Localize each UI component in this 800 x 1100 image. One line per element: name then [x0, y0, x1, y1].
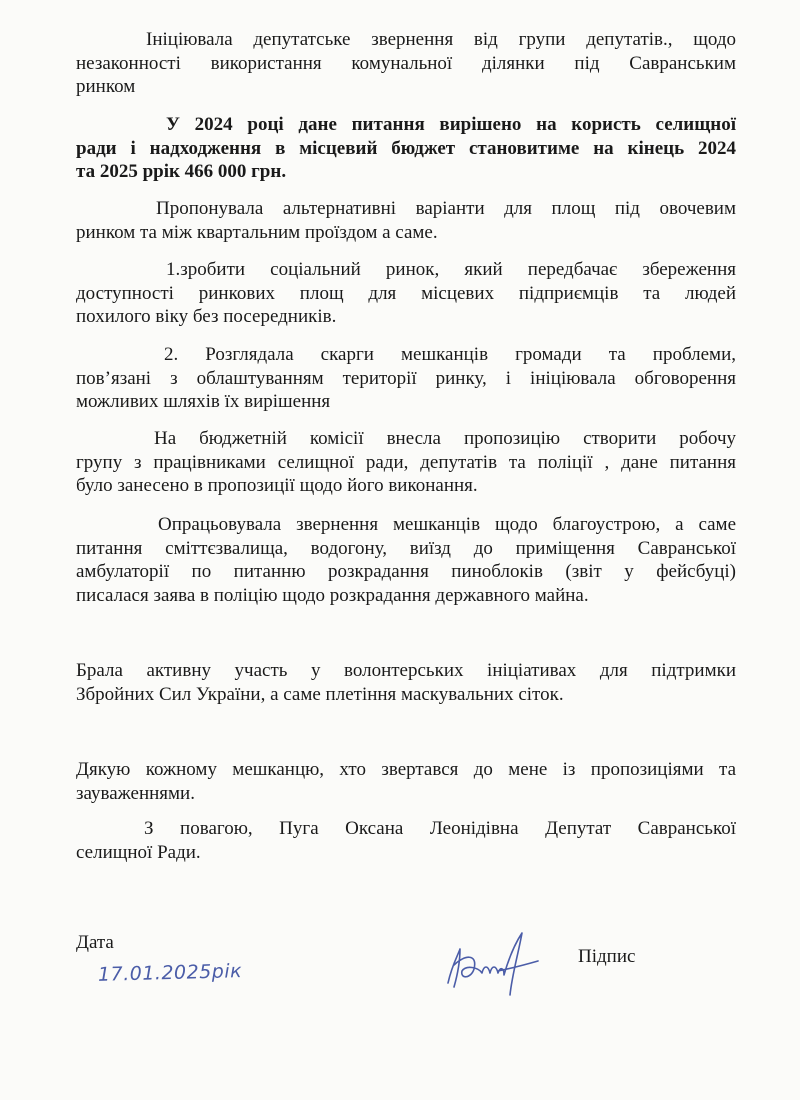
- paragraph-volunteering: [76, 659, 736, 706]
- text-line: ринком: [76, 76, 136, 97]
- signature-icon: [438, 925, 548, 1005]
- paragraph-result: [76, 113, 736, 184]
- text-line: Пропонувала альтернативні варіанти для площ під овочевим: [156, 198, 736, 219]
- text-line: 1.зробити соціальний ринок, який передбачає збереження: [166, 259, 736, 280]
- text-line: 2. Розглядала скарги мешканців громади та проблеми,: [164, 344, 736, 365]
- text-line: незаконності використання комунальної ділянки під Савранським: [76, 52, 736, 74]
- text-line: пов’язані з облаштуванням території ринку, і ініціювала обговорення: [76, 367, 736, 389]
- text-line: Опрацьовувала звернення мешканців щодо благоустрою, а саме: [158, 514, 736, 535]
- text-line: писалася заява в поліцію щодо розкрадання державного майна.: [76, 584, 589, 606]
- paragraph-budget-commission: [76, 427, 736, 498]
- text-line: З повагою, Пуга Оксана Леонідівна Депутат Савранської: [144, 818, 736, 839]
- text-line: та 2025 ррік 466 000 грн.: [76, 161, 287, 182]
- paragraph-complaints: [76, 343, 736, 414]
- text-line: ради і надходження в місцевий бюджет становитиме на кінець 2024: [76, 137, 736, 159]
- text-line: ринком та між квартальним проїздом а саме.: [76, 221, 438, 243]
- date-label: Дата: [76, 932, 114, 953]
- text-line: зауваженнями.: [76, 782, 195, 804]
- paragraph-social-market: [76, 258, 736, 329]
- text-line: питання сміттєзвалища, водогону, виїзд до приміщення Савранської: [76, 537, 736, 559]
- paragraph-initiative: [76, 28, 736, 99]
- paragraph-thanks: [76, 758, 736, 805]
- paragraph-appeals: [76, 513, 736, 607]
- text-line: На бюджетній комісії внесла пропозицію створити робочу: [154, 428, 736, 449]
- paragraph-closing: [76, 817, 736, 864]
- paragraph-alternatives: [76, 197, 736, 244]
- text-line: групу з працівниками селищної ради, депутатів та поліції , дане питання: [76, 451, 736, 473]
- text-line: Дякую кожному мешканцю, хто звертався до мене із пропозиціями та: [76, 759, 736, 780]
- text-line: селищної Ради.: [76, 841, 201, 863]
- text-line: доступності ринкових площ для місцевих підприємців та людей: [76, 282, 736, 304]
- text-line: У 2024 році дане питання вирішено на користь селищної: [166, 114, 736, 135]
- signature-label: Підпис: [578, 946, 636, 967]
- text-line: було занесено в пропозиції щодо його виконання.: [76, 475, 478, 496]
- text-line: Ініціювала депутатське звернення від групи депутатів., щодо: [146, 29, 736, 50]
- text-line: можливих шляхів їх вирішення: [76, 391, 331, 412]
- date-value-handwritten: 17.01.2025рік: [97, 960, 243, 986]
- text-line: похилого віку без посередників.: [76, 306, 337, 327]
- text-line: Брала активну участь у волонтерських ініціативах для підтримки: [76, 660, 736, 681]
- text-line: Збройних Сил України, а саме плетіння маскувальних сіток.: [76, 683, 564, 705]
- text-line: амбулаторії по питанню розкрадання пиноблоків (звіт у фейсбуці): [76, 561, 736, 582]
